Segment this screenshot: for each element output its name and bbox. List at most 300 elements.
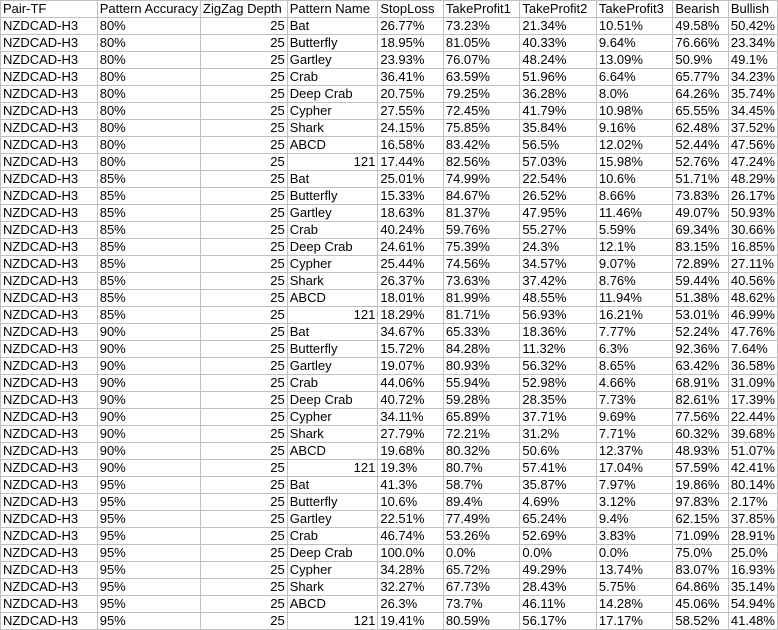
cell-takeprofit1[interactable]: 55.94% <box>443 375 520 392</box>
cell-pair-tf[interactable]: NZDCAD-H3 <box>1 358 98 375</box>
cell-bullish[interactable]: 26.17% <box>728 188 777 205</box>
cell-takeprofit2[interactable]: 48.55% <box>520 290 597 307</box>
cell-pattern-accuracy[interactable]: 85% <box>97 307 200 324</box>
cell-takeprofit3[interactable]: 9.16% <box>596 120 673 137</box>
cell-bearish[interactable]: 52.44% <box>673 137 729 154</box>
cell-bearish[interactable]: 53.01% <box>673 307 729 324</box>
cell-stoploss[interactable]: 40.24% <box>378 222 444 239</box>
cell-pair-tf[interactable]: NZDCAD-H3 <box>1 494 98 511</box>
cell-bullish[interactable]: 37.52% <box>728 120 777 137</box>
cell-takeprofit2[interactable]: 46.11% <box>520 596 597 613</box>
cell-bearish[interactable]: 62.15% <box>673 511 729 528</box>
cell-stoploss[interactable]: 23.93% <box>378 52 444 69</box>
cell-bearish[interactable]: 82.61% <box>673 392 729 409</box>
cell-takeprofit2[interactable]: 24.3% <box>520 239 597 256</box>
cell-zigzag-depth[interactable]: 25 <box>201 222 288 239</box>
cell-takeprofit3[interactable]: 17.04% <box>596 460 673 477</box>
cell-bullish[interactable]: 17.39% <box>728 392 777 409</box>
cell-pattern-name[interactable]: ABCD <box>287 290 378 307</box>
cell-takeprofit1[interactable]: 75.39% <box>443 239 520 256</box>
cell-takeprofit2[interactable]: 49.29% <box>520 562 597 579</box>
cell-takeprofit2[interactable]: 56.5% <box>520 137 597 154</box>
cell-takeprofit3[interactable]: 9.4% <box>596 511 673 528</box>
cell-takeprofit3[interactable]: 0.0% <box>596 545 673 562</box>
cell-pattern-accuracy[interactable]: 90% <box>97 409 200 426</box>
cell-zigzag-depth[interactable]: 25 <box>201 375 288 392</box>
cell-bullish[interactable]: 37.85% <box>728 511 777 528</box>
cell-takeprofit1[interactable]: 74.99% <box>443 171 520 188</box>
cell-bearish[interactable]: 51.38% <box>673 290 729 307</box>
cell-takeprofit1[interactable]: 72.21% <box>443 426 520 443</box>
cell-stoploss[interactable]: 34.11% <box>378 409 444 426</box>
cell-stoploss[interactable]: 18.29% <box>378 307 444 324</box>
cell-takeprofit1[interactable]: 73.23% <box>443 18 520 35</box>
cell-pair-tf[interactable]: NZDCAD-H3 <box>1 477 98 494</box>
cell-takeprofit1[interactable]: 81.05% <box>443 35 520 52</box>
cell-pattern-accuracy[interactable]: 95% <box>97 596 200 613</box>
cell-pair-tf[interactable]: NZDCAD-H3 <box>1 239 98 256</box>
cell-takeprofit3[interactable]: 7.77% <box>596 324 673 341</box>
cell-pair-tf[interactable]: NZDCAD-H3 <box>1 324 98 341</box>
cell-pattern-accuracy[interactable]: 90% <box>97 460 200 477</box>
cell-bullish[interactable]: 48.29% <box>728 171 777 188</box>
cell-pair-tf[interactable]: NZDCAD-H3 <box>1 69 98 86</box>
cell-pattern-accuracy[interactable]: 90% <box>97 443 200 460</box>
cell-bearish[interactable]: 49.07% <box>673 205 729 222</box>
cell-pattern-accuracy[interactable]: 80% <box>97 154 200 171</box>
cell-zigzag-depth[interactable]: 25 <box>201 86 288 103</box>
cell-zigzag-depth[interactable]: 25 <box>201 103 288 120</box>
cell-bullish[interactable]: 16.85% <box>728 239 777 256</box>
cell-bullish[interactable]: 40.56% <box>728 273 777 290</box>
cell-takeprofit1[interactable]: 84.28% <box>443 341 520 358</box>
cell-stoploss[interactable]: 16.58% <box>378 137 444 154</box>
cell-takeprofit2[interactable]: 21.34% <box>520 18 597 35</box>
cell-pattern-name[interactable]: ABCD <box>287 443 378 460</box>
cell-pair-tf[interactable]: NZDCAD-H3 <box>1 596 98 613</box>
header-cell-bullish[interactable]: Bullish <box>728 1 777 18</box>
cell-zigzag-depth[interactable]: 25 <box>201 239 288 256</box>
cell-pattern-accuracy[interactable]: 85% <box>97 256 200 273</box>
cell-takeprofit1[interactable]: 59.76% <box>443 222 520 239</box>
cell-takeprofit2[interactable]: 11.32% <box>520 341 597 358</box>
cell-pair-tf[interactable]: NZDCAD-H3 <box>1 86 98 103</box>
cell-takeprofit2[interactable]: 56.93% <box>520 307 597 324</box>
cell-takeprofit2[interactable]: 37.71% <box>520 409 597 426</box>
cell-bearish[interactable]: 59.44% <box>673 273 729 290</box>
cell-bullish[interactable]: 41.48% <box>728 613 777 630</box>
cell-bullish[interactable]: 2.17% <box>728 494 777 511</box>
cell-takeprofit3[interactable]: 9.69% <box>596 409 673 426</box>
cell-zigzag-depth[interactable]: 25 <box>201 528 288 545</box>
cell-takeprofit3[interactable]: 4.66% <box>596 375 673 392</box>
cell-bearish[interactable]: 77.56% <box>673 409 729 426</box>
cell-pattern-name[interactable]: Deep Crab <box>287 392 378 409</box>
cell-takeprofit1[interactable]: 73.63% <box>443 273 520 290</box>
cell-stoploss[interactable]: 18.63% <box>378 205 444 222</box>
cell-pattern-accuracy[interactable]: 95% <box>97 494 200 511</box>
cell-takeprofit1[interactable]: 58.7% <box>443 477 520 494</box>
cell-takeprofit3[interactable]: 12.37% <box>596 443 673 460</box>
header-cell-stoploss[interactable]: StopLoss <box>378 1 444 18</box>
cell-takeprofit1[interactable]: 76.07% <box>443 52 520 69</box>
cell-pattern-name[interactable]: Gartley <box>287 205 378 222</box>
cell-pattern-name[interactable]: Crab <box>287 528 378 545</box>
cell-stoploss[interactable]: 44.06% <box>378 375 444 392</box>
cell-pattern-accuracy[interactable]: 85% <box>97 290 200 307</box>
cell-stoploss[interactable]: 10.6% <box>378 494 444 511</box>
cell-pattern-accuracy[interactable]: 85% <box>97 205 200 222</box>
cell-pattern-name[interactable]: 121 <box>287 307 378 324</box>
cell-takeprofit3[interactable]: 8.0% <box>596 86 673 103</box>
cell-zigzag-depth[interactable]: 25 <box>201 596 288 613</box>
cell-takeprofit2[interactable]: 50.6% <box>520 443 597 460</box>
cell-takeprofit1[interactable]: 80.7% <box>443 460 520 477</box>
cell-takeprofit2[interactable]: 35.87% <box>520 477 597 494</box>
cell-zigzag-depth[interactable]: 25 <box>201 341 288 358</box>
cell-bullish[interactable]: 30.66% <box>728 222 777 239</box>
cell-bearish[interactable]: 60.32% <box>673 426 729 443</box>
cell-pair-tf[interactable]: NZDCAD-H3 <box>1 256 98 273</box>
cell-takeprofit3[interactable]: 3.83% <box>596 528 673 545</box>
cell-bullish[interactable]: 51.07% <box>728 443 777 460</box>
cell-stoploss[interactable]: 40.72% <box>378 392 444 409</box>
cell-zigzag-depth[interactable]: 25 <box>201 477 288 494</box>
cell-takeprofit3[interactable]: 5.59% <box>596 222 673 239</box>
cell-bearish[interactable]: 92.36% <box>673 341 729 358</box>
cell-zigzag-depth[interactable]: 25 <box>201 35 288 52</box>
cell-stoploss[interactable]: 26.3% <box>378 596 444 613</box>
cell-bullish[interactable]: 42.41% <box>728 460 777 477</box>
cell-takeprofit1[interactable]: 0.0% <box>443 545 520 562</box>
cell-pair-tf[interactable]: NZDCAD-H3 <box>1 613 98 630</box>
cell-bearish[interactable]: 75.0% <box>673 545 729 562</box>
cell-takeprofit2[interactable]: 31.2% <box>520 426 597 443</box>
cell-takeprofit3[interactable]: 10.51% <box>596 18 673 35</box>
header-cell-takeprofit3[interactable]: TakeProfit3 <box>596 1 673 18</box>
cell-takeprofit1[interactable]: 81.99% <box>443 290 520 307</box>
cell-bullish[interactable]: 27.11% <box>728 256 777 273</box>
cell-takeprofit2[interactable]: 65.24% <box>520 511 597 528</box>
cell-zigzag-depth[interactable]: 25 <box>201 205 288 222</box>
cell-pair-tf[interactable]: NZDCAD-H3 <box>1 188 98 205</box>
cell-pair-tf[interactable]: NZDCAD-H3 <box>1 154 98 171</box>
cell-pattern-name[interactable]: ABCD <box>287 137 378 154</box>
cell-stoploss[interactable]: 22.51% <box>378 511 444 528</box>
cell-pattern-name[interactable]: Shark <box>287 579 378 596</box>
cell-takeprofit3[interactable]: 7.71% <box>596 426 673 443</box>
cell-takeprofit3[interactable]: 7.73% <box>596 392 673 409</box>
cell-stoploss[interactable]: 24.15% <box>378 120 444 137</box>
cell-bearish[interactable]: 64.26% <box>673 86 729 103</box>
cell-takeprofit3[interactable]: 9.07% <box>596 256 673 273</box>
cell-zigzag-depth[interactable]: 25 <box>201 358 288 375</box>
cell-pattern-name[interactable]: Shark <box>287 120 378 137</box>
cell-takeprofit3[interactable]: 5.75% <box>596 579 673 596</box>
cell-stoploss[interactable]: 17.44% <box>378 154 444 171</box>
cell-takeprofit1[interactable]: 65.89% <box>443 409 520 426</box>
cell-pattern-accuracy[interactable]: 95% <box>97 545 200 562</box>
cell-zigzag-depth[interactable]: 25 <box>201 545 288 562</box>
cell-stoploss[interactable]: 26.37% <box>378 273 444 290</box>
cell-takeprofit2[interactable]: 28.43% <box>520 579 597 596</box>
cell-takeprofit3[interactable]: 8.76% <box>596 273 673 290</box>
cell-pattern-accuracy[interactable]: 90% <box>97 426 200 443</box>
cell-pattern-accuracy[interactable]: 85% <box>97 171 200 188</box>
cell-pattern-accuracy[interactable]: 95% <box>97 579 200 596</box>
cell-takeprofit3[interactable]: 11.46% <box>596 205 673 222</box>
cell-takeprofit1[interactable]: 53.26% <box>443 528 520 545</box>
cell-pair-tf[interactable]: NZDCAD-H3 <box>1 205 98 222</box>
cell-pair-tf[interactable]: NZDCAD-H3 <box>1 52 98 69</box>
cell-pair-tf[interactable]: NZDCAD-H3 <box>1 392 98 409</box>
cell-takeprofit3[interactable]: 12.1% <box>596 239 673 256</box>
cell-bearish[interactable]: 83.07% <box>673 562 729 579</box>
cell-zigzag-depth[interactable]: 25 <box>201 273 288 290</box>
cell-pattern-name[interactable]: Cypher <box>287 256 378 273</box>
cell-bearish[interactable]: 58.52% <box>673 613 729 630</box>
cell-pattern-name[interactable]: Butterfly <box>287 188 378 205</box>
cell-bearish[interactable]: 64.86% <box>673 579 729 596</box>
cell-bearish[interactable]: 48.93% <box>673 443 729 460</box>
cell-pair-tf[interactable]: NZDCAD-H3 <box>1 409 98 426</box>
cell-pattern-accuracy[interactable]: 90% <box>97 341 200 358</box>
cell-takeprofit1[interactable]: 73.7% <box>443 596 520 613</box>
cell-stoploss[interactable]: 34.28% <box>378 562 444 579</box>
cell-takeprofit3[interactable]: 8.65% <box>596 358 673 375</box>
cell-zigzag-depth[interactable]: 25 <box>201 426 288 443</box>
cell-pair-tf[interactable]: NZDCAD-H3 <box>1 511 98 528</box>
cell-takeprofit3[interactable]: 6.64% <box>596 69 673 86</box>
cell-pattern-accuracy[interactable]: 95% <box>97 477 200 494</box>
cell-bearish[interactable]: 65.55% <box>673 103 729 120</box>
cell-zigzag-depth[interactable]: 25 <box>201 171 288 188</box>
cell-zigzag-depth[interactable]: 25 <box>201 562 288 579</box>
cell-pair-tf[interactable]: NZDCAD-H3 <box>1 222 98 239</box>
cell-takeprofit3[interactable]: 10.6% <box>596 171 673 188</box>
cell-bullish[interactable]: 35.14% <box>728 579 777 596</box>
cell-pattern-name[interactable]: Cypher <box>287 409 378 426</box>
cell-pattern-accuracy[interactable]: 90% <box>97 392 200 409</box>
cell-bullish[interactable]: 49.1% <box>728 52 777 69</box>
cell-pattern-accuracy[interactable]: 95% <box>97 562 200 579</box>
cell-takeprofit2[interactable]: 55.27% <box>520 222 597 239</box>
cell-takeprofit2[interactable]: 41.79% <box>520 103 597 120</box>
cell-stoploss[interactable]: 100.0% <box>378 545 444 562</box>
cell-pattern-accuracy[interactable]: 80% <box>97 35 200 52</box>
cell-bullish[interactable]: 36.58% <box>728 358 777 375</box>
cell-bearish[interactable]: 52.24% <box>673 324 729 341</box>
cell-pair-tf[interactable]: NZDCAD-H3 <box>1 35 98 52</box>
cell-pattern-name[interactable]: Crab <box>287 375 378 392</box>
cell-pattern-name[interactable]: Cypher <box>287 103 378 120</box>
cell-bullish[interactable]: 46.99% <box>728 307 777 324</box>
cell-takeprofit2[interactable]: 52.98% <box>520 375 597 392</box>
cell-takeprofit1[interactable]: 80.32% <box>443 443 520 460</box>
cell-pair-tf[interactable]: NZDCAD-H3 <box>1 579 98 596</box>
cell-takeprofit3[interactable]: 14.28% <box>596 596 673 613</box>
cell-takeprofit3[interactable]: 6.3% <box>596 341 673 358</box>
cell-stoploss[interactable]: 24.61% <box>378 239 444 256</box>
cell-pattern-accuracy[interactable]: 95% <box>97 511 200 528</box>
cell-zigzag-depth[interactable]: 25 <box>201 494 288 511</box>
cell-pattern-name[interactable]: Deep Crab <box>287 239 378 256</box>
cell-bullish[interactable]: 22.44% <box>728 409 777 426</box>
cell-pattern-name[interactable]: Crab <box>287 69 378 86</box>
cell-bullish[interactable]: 16.93% <box>728 562 777 579</box>
cell-bearish[interactable]: 57.59% <box>673 460 729 477</box>
cell-pair-tf[interactable]: NZDCAD-H3 <box>1 120 98 137</box>
cell-takeprofit1[interactable]: 65.72% <box>443 562 520 579</box>
cell-stoploss[interactable]: 25.01% <box>378 171 444 188</box>
cell-zigzag-depth[interactable]: 25 <box>201 52 288 69</box>
cell-zigzag-depth[interactable]: 25 <box>201 579 288 596</box>
cell-takeprofit1[interactable]: 67.73% <box>443 579 520 596</box>
cell-bullish[interactable]: 50.42% <box>728 18 777 35</box>
cell-stoploss[interactable]: 19.3% <box>378 460 444 477</box>
cell-takeprofit1[interactable]: 75.85% <box>443 120 520 137</box>
cell-zigzag-depth[interactable]: 25 <box>201 137 288 154</box>
cell-zigzag-depth[interactable]: 25 <box>201 307 288 324</box>
cell-bullish[interactable]: 47.24% <box>728 154 777 171</box>
cell-takeprofit1[interactable]: 82.56% <box>443 154 520 171</box>
cell-zigzag-depth[interactable]: 25 <box>201 120 288 137</box>
cell-pair-tf[interactable]: NZDCAD-H3 <box>1 341 98 358</box>
cell-takeprofit2[interactable]: 36.28% <box>520 86 597 103</box>
cell-pattern-name[interactable]: 121 <box>287 613 378 630</box>
header-cell-pair-tf[interactable]: Pair-TF <box>1 1 98 18</box>
cell-pattern-name[interactable]: Shark <box>287 426 378 443</box>
cell-takeprofit3[interactable]: 3.12% <box>596 494 673 511</box>
cell-pair-tf[interactable]: NZDCAD-H3 <box>1 528 98 545</box>
cell-bullish[interactable]: 50.93% <box>728 205 777 222</box>
cell-bullish[interactable]: 47.76% <box>728 324 777 341</box>
cell-pattern-name[interactable]: Butterfly <box>287 494 378 511</box>
cell-bearish[interactable]: 45.06% <box>673 596 729 613</box>
header-cell-pattern-name[interactable]: Pattern Name <box>287 1 378 18</box>
cell-pattern-name[interactable]: Cypher <box>287 562 378 579</box>
cell-pattern-name[interactable]: Butterfly <box>287 341 378 358</box>
cell-pattern-accuracy[interactable]: 80% <box>97 18 200 35</box>
cell-bullish[interactable]: 47.56% <box>728 137 777 154</box>
cell-zigzag-depth[interactable]: 25 <box>201 443 288 460</box>
cell-zigzag-depth[interactable]: 25 <box>201 511 288 528</box>
cell-bullish[interactable]: 39.68% <box>728 426 777 443</box>
cell-takeprofit1[interactable]: 65.33% <box>443 324 520 341</box>
cell-takeprofit2[interactable]: 34.57% <box>520 256 597 273</box>
cell-bearish[interactable]: 49.58% <box>673 18 729 35</box>
cell-takeprofit1[interactable]: 83.42% <box>443 137 520 154</box>
cell-takeprofit2[interactable]: 57.41% <box>520 460 597 477</box>
cell-stoploss[interactable]: 19.07% <box>378 358 444 375</box>
cell-bearish[interactable]: 52.76% <box>673 154 729 171</box>
cell-stoploss[interactable]: 20.75% <box>378 86 444 103</box>
cell-takeprofit1[interactable]: 63.59% <box>443 69 520 86</box>
cell-stoploss[interactable]: 32.27% <box>378 579 444 596</box>
cell-bearish[interactable]: 19.86% <box>673 477 729 494</box>
cell-pair-tf[interactable]: NZDCAD-H3 <box>1 562 98 579</box>
cell-pair-tf[interactable]: NZDCAD-H3 <box>1 103 98 120</box>
cell-takeprofit2[interactable]: 28.35% <box>520 392 597 409</box>
cell-pattern-name[interactable]: ABCD <box>287 596 378 613</box>
cell-stoploss[interactable]: 27.55% <box>378 103 444 120</box>
cell-takeprofit2[interactable]: 47.95% <box>520 205 597 222</box>
cell-bullish[interactable]: 25.0% <box>728 545 777 562</box>
cell-stoploss[interactable]: 41.3% <box>378 477 444 494</box>
cell-stoploss[interactable]: 26.77% <box>378 18 444 35</box>
cell-takeprofit3[interactable]: 9.64% <box>596 35 673 52</box>
cell-takeprofit1[interactable]: 77.49% <box>443 511 520 528</box>
cell-bearish[interactable]: 62.48% <box>673 120 729 137</box>
cell-bearish[interactable]: 63.42% <box>673 358 729 375</box>
cell-pair-tf[interactable]: NZDCAD-H3 <box>1 290 98 307</box>
cell-pattern-name[interactable]: Bat <box>287 324 378 341</box>
cell-takeprofit2[interactable]: 0.0% <box>520 545 597 562</box>
cell-pattern-name[interactable]: Gartley <box>287 511 378 528</box>
cell-pattern-accuracy[interactable]: 85% <box>97 188 200 205</box>
cell-takeprofit2[interactable]: 51.96% <box>520 69 597 86</box>
cell-pattern-accuracy[interactable]: 90% <box>97 375 200 392</box>
header-cell-pattern-accuracy[interactable]: Pattern Accuracy <box>97 1 200 18</box>
cell-stoploss[interactable]: 19.41% <box>378 613 444 630</box>
cell-zigzag-depth[interactable]: 25 <box>201 18 288 35</box>
cell-pattern-name[interactable]: 121 <box>287 154 378 171</box>
cell-stoploss[interactable]: 36.41% <box>378 69 444 86</box>
cell-takeprofit1[interactable]: 84.67% <box>443 188 520 205</box>
cell-pair-tf[interactable]: NZDCAD-H3 <box>1 18 98 35</box>
cell-bullish[interactable]: 54.94% <box>728 596 777 613</box>
cell-bullish[interactable]: 7.64% <box>728 341 777 358</box>
cell-bearish[interactable]: 50.9% <box>673 52 729 69</box>
cell-takeprofit3[interactable]: 15.98% <box>596 154 673 171</box>
cell-takeprofit1[interactable]: 81.71% <box>443 307 520 324</box>
cell-takeprofit2[interactable]: 18.36% <box>520 324 597 341</box>
cell-takeprofit2[interactable]: 57.03% <box>520 154 597 171</box>
cell-zigzag-depth[interactable]: 25 <box>201 392 288 409</box>
cell-pattern-accuracy[interactable]: 80% <box>97 69 200 86</box>
cell-takeprofit2[interactable]: 22.54% <box>520 171 597 188</box>
cell-bullish[interactable]: 34.45% <box>728 103 777 120</box>
cell-takeprofit2[interactable]: 40.33% <box>520 35 597 52</box>
cell-pattern-name[interactable]: Bat <box>287 18 378 35</box>
cell-pattern-name[interactable]: Bat <box>287 477 378 494</box>
cell-stoploss[interactable]: 34.67% <box>378 324 444 341</box>
cell-pattern-accuracy[interactable]: 90% <box>97 358 200 375</box>
cell-takeprofit3[interactable]: 10.98% <box>596 103 673 120</box>
cell-bearish[interactable]: 97.83% <box>673 494 729 511</box>
cell-pair-tf[interactable]: NZDCAD-H3 <box>1 307 98 324</box>
cell-takeprofit1[interactable]: 89.4% <box>443 494 520 511</box>
cell-pattern-name[interactable]: Shark <box>287 273 378 290</box>
cell-bullish[interactable]: 34.23% <box>728 69 777 86</box>
cell-takeprofit1[interactable]: 79.25% <box>443 86 520 103</box>
cell-pair-tf[interactable]: NZDCAD-H3 <box>1 460 98 477</box>
header-cell-takeprofit2[interactable]: TakeProfit2 <box>520 1 597 18</box>
cell-pattern-name[interactable]: Deep Crab <box>287 545 378 562</box>
cell-zigzag-depth[interactable]: 25 <box>201 409 288 426</box>
cell-pattern-accuracy[interactable]: 80% <box>97 120 200 137</box>
cell-pattern-accuracy[interactable]: 90% <box>97 324 200 341</box>
cell-zigzag-depth[interactable]: 25 <box>201 324 288 341</box>
cell-bullish[interactable]: 48.62% <box>728 290 777 307</box>
cell-zigzag-depth[interactable]: 25 <box>201 188 288 205</box>
cell-pattern-accuracy[interactable]: 85% <box>97 222 200 239</box>
cell-pattern-accuracy[interactable]: 80% <box>97 86 200 103</box>
cell-stoploss[interactable]: 15.33% <box>378 188 444 205</box>
cell-zigzag-depth[interactable]: 25 <box>201 290 288 307</box>
cell-takeprofit3[interactable]: 13.74% <box>596 562 673 579</box>
cell-takeprofit3[interactable]: 13.09% <box>596 52 673 69</box>
